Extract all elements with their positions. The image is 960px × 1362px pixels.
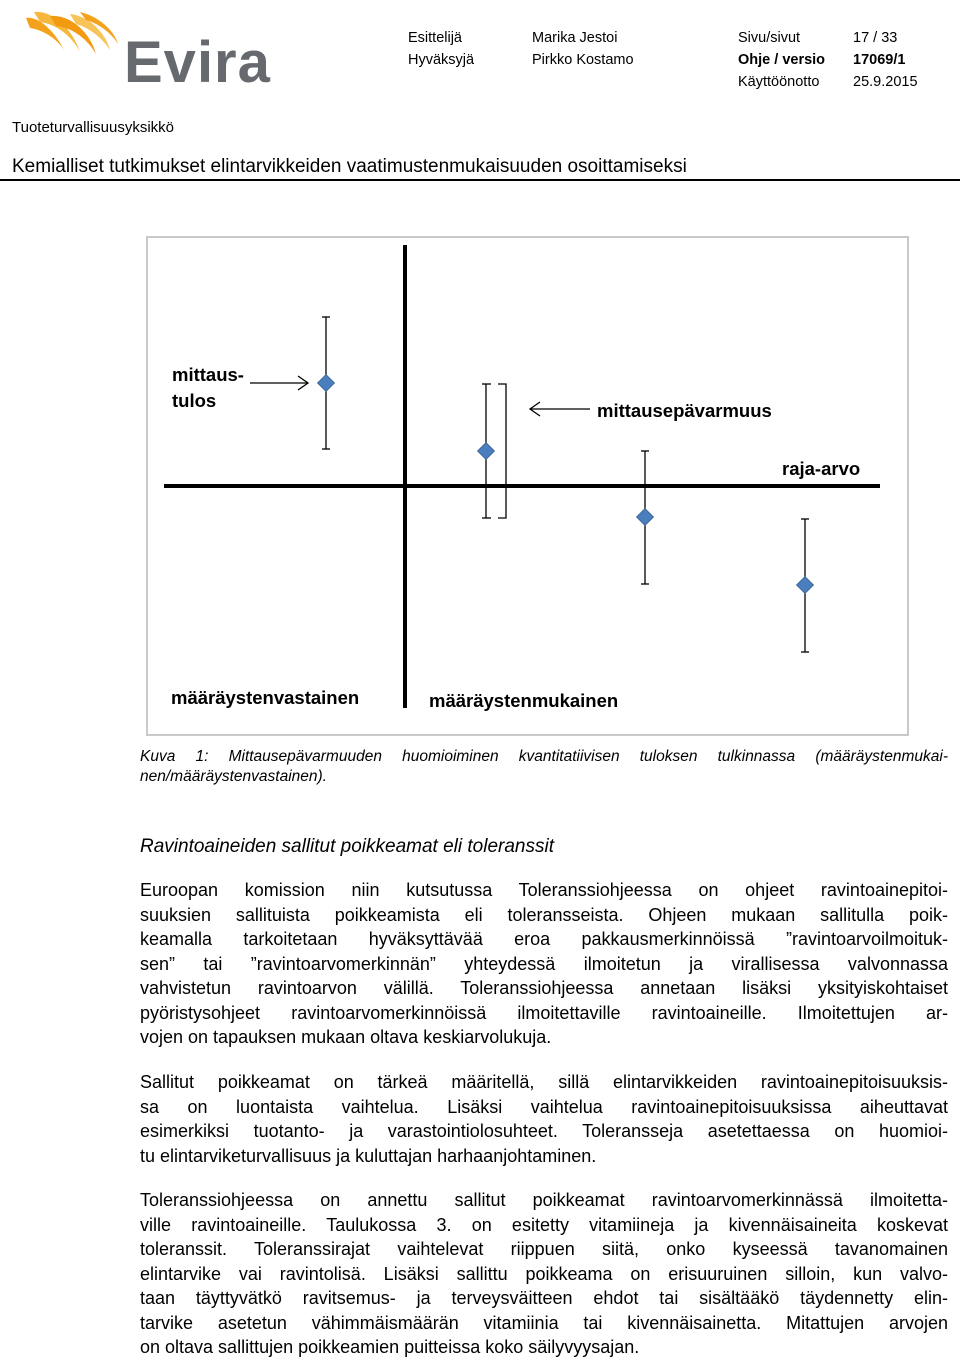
paragraph-line: ville ravintoaineille. Taulukossa 3. on esitetty vitamiineja ja kivennäisaineita koskevat — [140, 1214, 948, 1235]
pages-value: 17 / 33 — [853, 30, 898, 46]
paragraph-line: elintarvike vai ravintolisä. Lisäksi sallittu poikkeama on erisuuruinen silloin, kun valvo- — [140, 1263, 948, 1284]
uncertainty-label: mittausepävarmuus — [597, 400, 772, 421]
paragraph-line: keamalla tarkoitetaan hyväksyttävää eroa pakkausmerkinnöissä ”ravintoarvoilmoituk- — [140, 929, 948, 949]
measurement-result-2 — [478, 384, 506, 518]
result-arrow-icon — [250, 376, 308, 390]
result-label-line2: tulos — [172, 390, 217, 411]
paragraph-3 — [140, 1188, 948, 1360]
pages-label: Sivu/sivut — [738, 30, 801, 46]
measurement-result-1 — [318, 317, 335, 449]
paragraph-line: esimerkiksi tuotanto- ja varastointiolosuhteet. Toleransseja asetettaessa on huomioi- — [140, 1121, 948, 1141]
paragraph-line: vahvistetun ravintoarvon välillä. Toleranssiohjeessa annetaan lisäksi yksityiskohtaiset — [140, 978, 948, 998]
author-label: Esittelijä — [408, 30, 462, 46]
author-value: Marika Jestoi — [532, 30, 618, 46]
paragraph-line: tarvike asetetun vähimmäismäärän vitamiinia tai kivennäisainetta. Mitattujen arvojen — [140, 1312, 948, 1333]
measurement-result-4 — [797, 519, 814, 652]
paragraph-line: pyöristysohjeet ravintoarvomerkinnöissä ilmoitettaville ravintoaineille. Ilmoitettujen ar- — [140, 1002, 948, 1023]
paragraph-line: vojen on tapauksen mukaan oltava keskiarvolukuja. — [140, 1027, 552, 1047]
compliant-label: määräystenmukainen — [429, 690, 619, 711]
uncertainty-arrow-icon — [530, 402, 590, 416]
paragraph-line: Euroopan komission niin kutsutussa Toleranssiohjeessa on ohjeet ravintoainepitoi- — [140, 880, 948, 900]
section-heading: Ravintoaineiden sallitut poikkeamat eli toleranssit — [140, 836, 555, 857]
measurement-result-3 — [637, 451, 654, 584]
effective-date-value: 25.9.2015 — [853, 74, 918, 90]
figure-caption — [140, 747, 948, 787]
noncompliant-label: määräystenvastainen — [171, 687, 360, 708]
version-label: Ohje / versio — [738, 52, 826, 68]
approver-value: Pirkko Kostamo — [532, 52, 634, 68]
paragraph-line: sa on luontaista vaihtelua. Lisäksi vaihtelua ravintoainepitoisuuksissa aiheuttavat — [140, 1096, 948, 1117]
document-title: Kemialliset tutkimukset elintarvikkeiden vaatimustenmukaisuuden osoittamiseksi — [12, 156, 687, 177]
paragraph-line: tu elintarviketurvallisuus ja kuluttajan harhaanjohtaminen. — [140, 1145, 597, 1166]
unit-name: Tuoteturvallisuusyksikkö — [12, 119, 175, 136]
paragraph-line: sen” tai ”ravintoarvomerkinnän” yhteydessä ilmoitetun ja virallisessa valvonnassa — [140, 953, 948, 974]
paragraph-line: Sallitut poikkeamat on tärkeä määritellä, sillä elintarvikkeiden ravintoainepitoisuuksis- — [140, 1072, 948, 1092]
paragraph-2 — [140, 1070, 948, 1168]
caption-line-1: Kuva 1: Mittausepävarmuuden huomioiminen kvantitatiivisen tuloksen tulkinnassa (määräystenmukai- — [140, 748, 948, 765]
paragraph-1 — [140, 878, 948, 1050]
caption-line-2: nen/määräystenvastainen). — [140, 768, 327, 785]
approver-label: Hyväksyjä — [408, 52, 475, 68]
paragraph-line: suuksien sallituista poikkeamista eli toleransseista. Ohjeen mukaan sallitulla poik- — [140, 904, 948, 925]
paragraph-line: toleranssit. Toleranssirajat vaihtelevat riippuen siitä, onko kyseessä tavanomainen — [140, 1239, 948, 1259]
paragraph-line: Toleranssiohjeessa on annettu sallitut poikkeamat ravintoarvomerkinnässä ilmoitetta- — [140, 1190, 948, 1210]
paragraph-line: taan täyttyvätkö ravitsemus- ja terveysväitteen ehdot tai sisältääkö täydennetty elin- — [140, 1288, 948, 1308]
effective-date-label: Käyttöönotto — [738, 74, 820, 90]
logo-wordmark: Evira — [124, 30, 271, 90]
version-value: 17069/1 — [853, 52, 906, 68]
result-label-line1: mittaus- — [172, 364, 244, 385]
limit-label: raja-arvo — [782, 458, 861, 479]
paragraph-line: on oltava sallittujen poikkeamien puitteissa koko säilyvyysajan. — [140, 1337, 640, 1357]
